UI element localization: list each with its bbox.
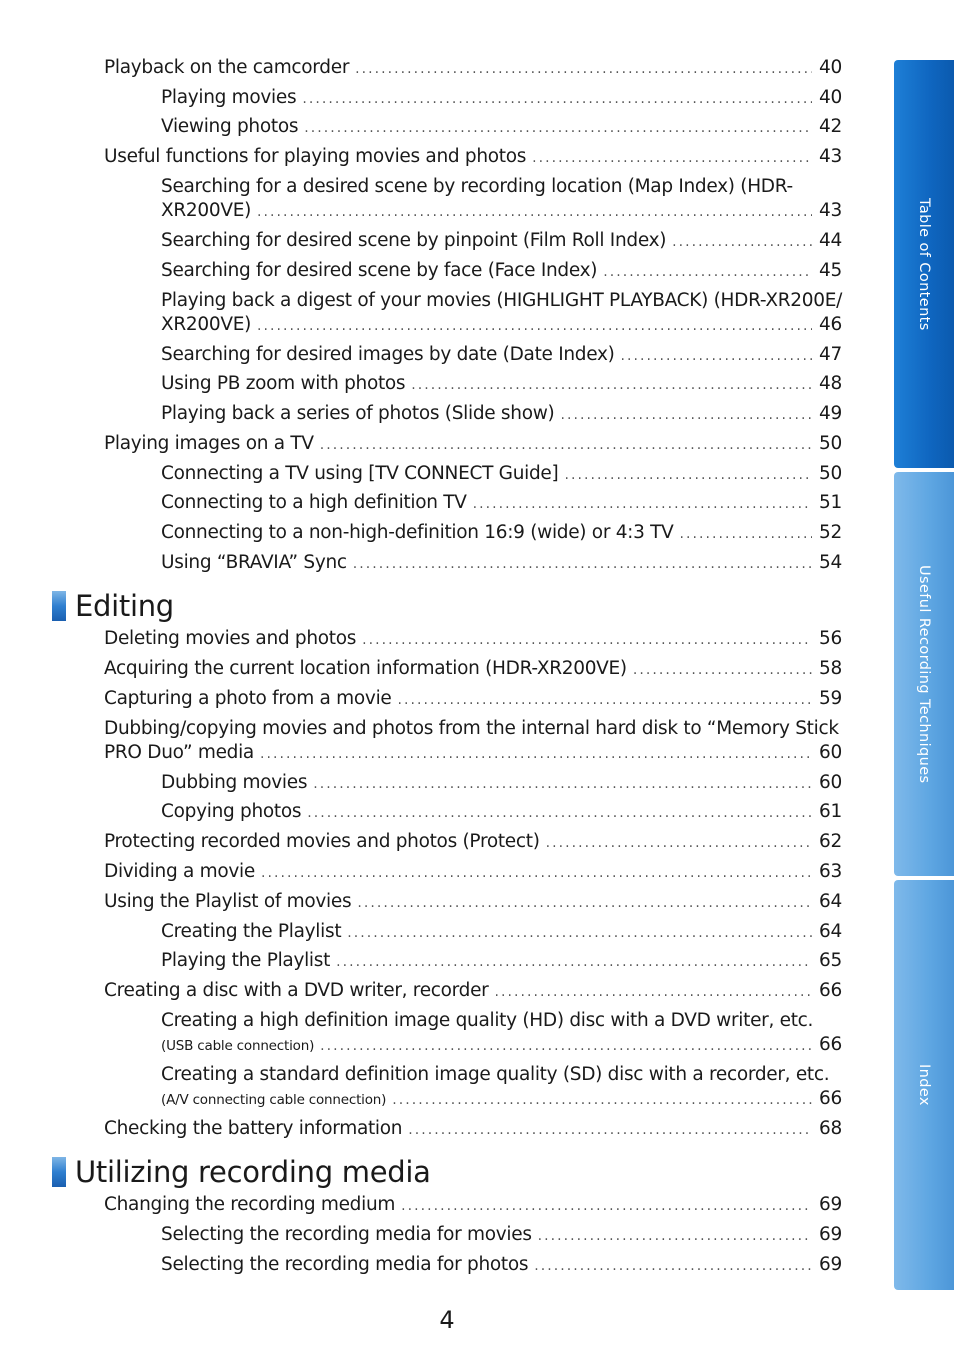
toc-entry-page: 66 xyxy=(819,1034,842,1055)
dot-leader xyxy=(257,200,812,224)
toc-entry[interactable] xyxy=(161,229,842,254)
toc-entry[interactable] xyxy=(161,86,842,111)
toc-entry[interactable] xyxy=(104,717,842,766)
dot-leader xyxy=(532,146,812,170)
toc-entry[interactable] xyxy=(161,800,842,825)
section-marker-icon xyxy=(52,591,66,621)
toc-entry-title: Playback on the camcorder xyxy=(104,57,350,78)
toc-entry-page: 64 xyxy=(819,921,842,942)
toc-entry-row xyxy=(104,979,842,1004)
toc-entry-page: 50 xyxy=(819,463,842,484)
toc-entry-title: Creating the Playlist xyxy=(161,921,342,942)
toc-entry-row xyxy=(104,860,842,885)
toc-entry-page: 58 xyxy=(819,658,842,679)
section-title: Utilizing recording media xyxy=(75,1155,431,1189)
section-title: Editing xyxy=(75,589,174,623)
toc-entry-row xyxy=(161,462,842,487)
toc-entry-row xyxy=(161,1253,842,1278)
toc-entry-page: 43 xyxy=(819,200,842,221)
toc-entry-page: 46 xyxy=(819,314,842,335)
toc-entry-page: 54 xyxy=(819,552,842,573)
toc-entry-title: Selecting the recording media for movies xyxy=(161,1224,532,1245)
toc-entry[interactable] xyxy=(161,372,842,397)
dot-leader xyxy=(680,522,812,546)
toc-entry-row xyxy=(161,1223,842,1248)
toc-entry[interactable] xyxy=(104,890,842,915)
dot-leader xyxy=(633,658,812,682)
toc-entry-title: Acquiring the current location information (HDR-XR200VE) xyxy=(104,658,627,679)
toc-entry[interactable] xyxy=(104,860,842,885)
toc-entry[interactable] xyxy=(104,627,842,652)
toc-entry[interactable] xyxy=(161,343,842,368)
toc-entry[interactable] xyxy=(104,657,842,682)
toc-entry[interactable] xyxy=(161,1063,842,1112)
toc-entry[interactable] xyxy=(104,1117,842,1142)
dot-leader xyxy=(336,950,812,974)
toc-entry-title-line: Dubbing/copying movies and photos from the internal hard disk to “Memory Stick xyxy=(104,718,839,739)
toc-entry-row xyxy=(161,1033,842,1058)
dot-leader xyxy=(560,403,812,427)
toc-entry[interactable] xyxy=(104,830,842,855)
toc-entry-row xyxy=(161,920,842,945)
toc-entry-title: Connecting to a high definition TV xyxy=(161,492,467,513)
toc-entry-page: 48 xyxy=(819,373,842,394)
toc-entry[interactable] xyxy=(104,687,842,712)
toc-entry-row xyxy=(104,145,842,170)
toc-entry-title: Selecting the recording media for photos xyxy=(161,1254,529,1275)
toc-entry[interactable] xyxy=(161,289,842,338)
toc-entry-page: 66 xyxy=(819,980,842,1001)
toc-entry-row xyxy=(161,199,842,224)
toc-entry-page: 40 xyxy=(819,87,842,108)
toc-entry-title: Dubbing movies xyxy=(161,772,308,793)
toc-entry[interactable] xyxy=(104,1193,842,1218)
toc-entry[interactable] xyxy=(161,175,842,224)
dot-leader xyxy=(494,980,812,1004)
toc-entry-row xyxy=(161,521,842,546)
toc-entry-title: Viewing photos xyxy=(161,116,299,137)
toc-entry[interactable] xyxy=(161,920,842,945)
dot-leader xyxy=(307,801,812,825)
toc-entry-row xyxy=(161,313,842,338)
toc-entry[interactable] xyxy=(161,491,842,516)
dot-leader xyxy=(320,1034,812,1058)
tab-label-wrap xyxy=(894,472,954,876)
toc-entry-row xyxy=(161,491,842,516)
tab-label-wrap xyxy=(894,880,954,1290)
toc-entry-page: 60 xyxy=(819,772,842,793)
dot-leader xyxy=(398,688,813,712)
toc-entry-title: Searching for desired scene by face (Face Index) xyxy=(161,260,598,281)
toc-entry[interactable] xyxy=(161,949,842,974)
toc-entry-page: 52 xyxy=(819,522,842,543)
toc-entry-row xyxy=(104,657,842,682)
toc-entry-title: (A/V connecting cable connection) xyxy=(161,1092,387,1108)
toc-entry[interactable] xyxy=(161,771,842,796)
dot-leader xyxy=(564,463,812,487)
toc-entry[interactable] xyxy=(161,551,842,576)
toc-entry-row xyxy=(161,949,842,974)
toc-entry-page: 64 xyxy=(819,891,842,912)
toc-entry-page: 69 xyxy=(819,1194,842,1215)
toc-entry[interactable] xyxy=(161,1009,842,1058)
toc-entry-title: Dividing a movie xyxy=(104,861,255,882)
toc-entry-title-line: Playing back a digest of your movies (HIGHLIGHT PLAYBACK) (HDR-XR200E/ xyxy=(161,290,843,311)
toc-entry-title: Connecting a TV using [TV CONNECT Guide] xyxy=(161,463,559,484)
toc-entry-row xyxy=(104,687,842,712)
toc-entry-title: Using “BRAVIA” Sync xyxy=(161,552,347,573)
toc-entry-row xyxy=(104,1193,842,1218)
dot-leader xyxy=(621,344,812,368)
toc-entry-page: 65 xyxy=(819,950,842,971)
toc-entry-title: Creating a disc with a DVD writer, recorder xyxy=(104,980,489,1001)
toc-entry-title: Playing movies xyxy=(161,87,297,108)
section-marker-icon xyxy=(52,1157,66,1187)
tab-label: Table of Contents xyxy=(916,197,932,331)
page-number: 4 xyxy=(439,1306,455,1334)
toc-entry-row xyxy=(104,56,842,81)
toc-entry-row xyxy=(104,741,842,766)
toc-entry[interactable] xyxy=(104,56,842,81)
toc-entry-title: Protecting recorded movies and photos (Protect) xyxy=(104,831,540,852)
dot-leader xyxy=(362,628,812,652)
toc-entry-title-line: Searching for a desired scene by recording location (Map Index) (HDR- xyxy=(161,176,793,197)
tab-label: Index xyxy=(916,1064,932,1106)
dot-leader xyxy=(546,831,812,855)
tab-index[interactable] xyxy=(894,880,954,1290)
toc-entry[interactable] xyxy=(104,979,842,1004)
toc-entry-page: 50 xyxy=(819,433,842,454)
toc-entry-title: Searching for desired scene by pinpoint (Film Roll Index) xyxy=(161,230,667,251)
toc-entry-row xyxy=(104,1117,842,1142)
dot-leader xyxy=(355,57,812,81)
dot-leader xyxy=(260,742,812,766)
toc-entry[interactable] xyxy=(104,432,842,457)
toc-entry-row xyxy=(104,627,842,652)
toc-entry-row xyxy=(161,771,842,796)
toc-entry[interactable] xyxy=(161,402,842,427)
toc-entry-title: Using PB zoom with photos xyxy=(161,373,406,394)
tab-label: Useful Recording Techniques xyxy=(916,564,932,784)
dot-leader xyxy=(261,861,812,885)
toc-entry-row xyxy=(161,551,842,576)
toc-entry-page: 47 xyxy=(819,344,842,365)
toc-entry-row xyxy=(104,830,842,855)
dot-leader xyxy=(347,921,812,945)
dot-leader xyxy=(313,772,812,796)
section-heading xyxy=(52,589,174,623)
dot-leader xyxy=(302,87,812,111)
toc-entry-title: PRO Duo” media xyxy=(104,742,254,763)
toc-entry-page: 69 xyxy=(819,1224,842,1245)
dot-leader xyxy=(357,891,812,915)
dot-leader xyxy=(320,433,812,457)
toc-entry-title: Capturing a photo from a movie xyxy=(104,688,392,709)
dot-leader xyxy=(408,1118,812,1142)
toc-entry[interactable] xyxy=(161,115,842,140)
toc-entry-page: 56 xyxy=(819,628,842,649)
toc-entry-page: 42 xyxy=(819,116,842,137)
toc-entry-page: 59 xyxy=(819,688,842,709)
toc-entry-page: 68 xyxy=(819,1118,842,1139)
toc-entry-page: 51 xyxy=(819,492,842,513)
toc-entry-page: 45 xyxy=(819,260,842,281)
toc-entry-row xyxy=(104,890,842,915)
dot-leader xyxy=(473,492,812,516)
toc-entry-row xyxy=(161,115,842,140)
tab-table-of-contents[interactable] xyxy=(894,60,954,468)
dot-leader xyxy=(401,1194,812,1218)
toc-entry-title: Changing the recording medium xyxy=(104,1194,396,1215)
toc-entry-title: Using the Playlist of movies xyxy=(104,891,352,912)
toc-entry-row xyxy=(161,1087,842,1112)
toc-entry-row xyxy=(161,343,842,368)
toc-entry-page: 43 xyxy=(819,146,842,167)
dot-leader xyxy=(304,116,812,140)
dot-leader xyxy=(672,230,812,254)
dot-leader xyxy=(538,1224,812,1248)
dot-leader xyxy=(353,552,812,576)
toc-entry-title: Playing images on a TV xyxy=(104,433,314,454)
toc-entry-page: 44 xyxy=(819,230,842,251)
toc-entry[interactable] xyxy=(161,521,842,546)
toc-entry-title: Connecting to a non-high-definition 16:9 (wide) or 4:3 TV xyxy=(161,522,674,543)
toc-entry-row xyxy=(161,800,842,825)
tab-useful-recording-techniques[interactable] xyxy=(894,472,954,876)
toc-entry[interactable] xyxy=(161,1223,842,1248)
toc-entry-row xyxy=(161,402,842,427)
toc-entry-page: 66 xyxy=(819,1088,842,1109)
toc-entry-page: 40 xyxy=(819,57,842,78)
toc-entry-row xyxy=(161,229,842,254)
toc-entry[interactable] xyxy=(104,145,842,170)
toc-entry-title: Useful functions for playing movies and photos xyxy=(104,146,527,167)
toc-entry-title-line: Creating a high definition image quality (HD) disc with a DVD writer, etc. xyxy=(161,1010,814,1031)
toc-entry-page: 60 xyxy=(819,742,842,763)
toc-entry-page: 61 xyxy=(819,801,842,822)
toc-entry-title: Playing back a series of photos (Slide show) xyxy=(161,403,555,424)
toc-entry-page: 62 xyxy=(819,831,842,852)
toc-entry-title: Playing the Playlist xyxy=(161,950,331,971)
toc-entry-title: XR200VE) xyxy=(161,314,252,335)
toc-entry-title: Copying photos xyxy=(161,801,302,822)
dot-leader xyxy=(257,314,812,338)
toc-entry-title: (USB cable connection) xyxy=(161,1038,315,1054)
toc-entry-row xyxy=(104,432,842,457)
section-heading xyxy=(52,1155,431,1189)
toc-entry-page: 63 xyxy=(819,861,842,882)
toc-entry[interactable] xyxy=(161,259,842,284)
toc-entry-title: XR200VE) xyxy=(161,200,252,221)
tab-label-wrap xyxy=(894,60,954,468)
dot-leader xyxy=(534,1254,812,1278)
toc-entry-title: Checking the battery information xyxy=(104,1118,403,1139)
toc-entry-page: 49 xyxy=(819,403,842,424)
dot-leader xyxy=(392,1088,812,1112)
toc-entry[interactable] xyxy=(161,1253,842,1278)
toc-entry-title: Deleting movies and photos xyxy=(104,628,357,649)
toc-entry[interactable] xyxy=(161,462,842,487)
toc-entry-row xyxy=(161,86,842,111)
toc-entry-title-line: Creating a standard definition image quality (SD) disc with a recorder, etc. xyxy=(161,1064,830,1085)
toc-entry-page: 69 xyxy=(819,1254,842,1275)
toc-entry-title: Searching for desired images by date (Date Index) xyxy=(161,344,615,365)
dot-leader xyxy=(411,373,812,397)
toc-entry-row xyxy=(161,259,842,284)
dot-leader xyxy=(603,260,812,284)
toc-entry-row xyxy=(161,372,842,397)
